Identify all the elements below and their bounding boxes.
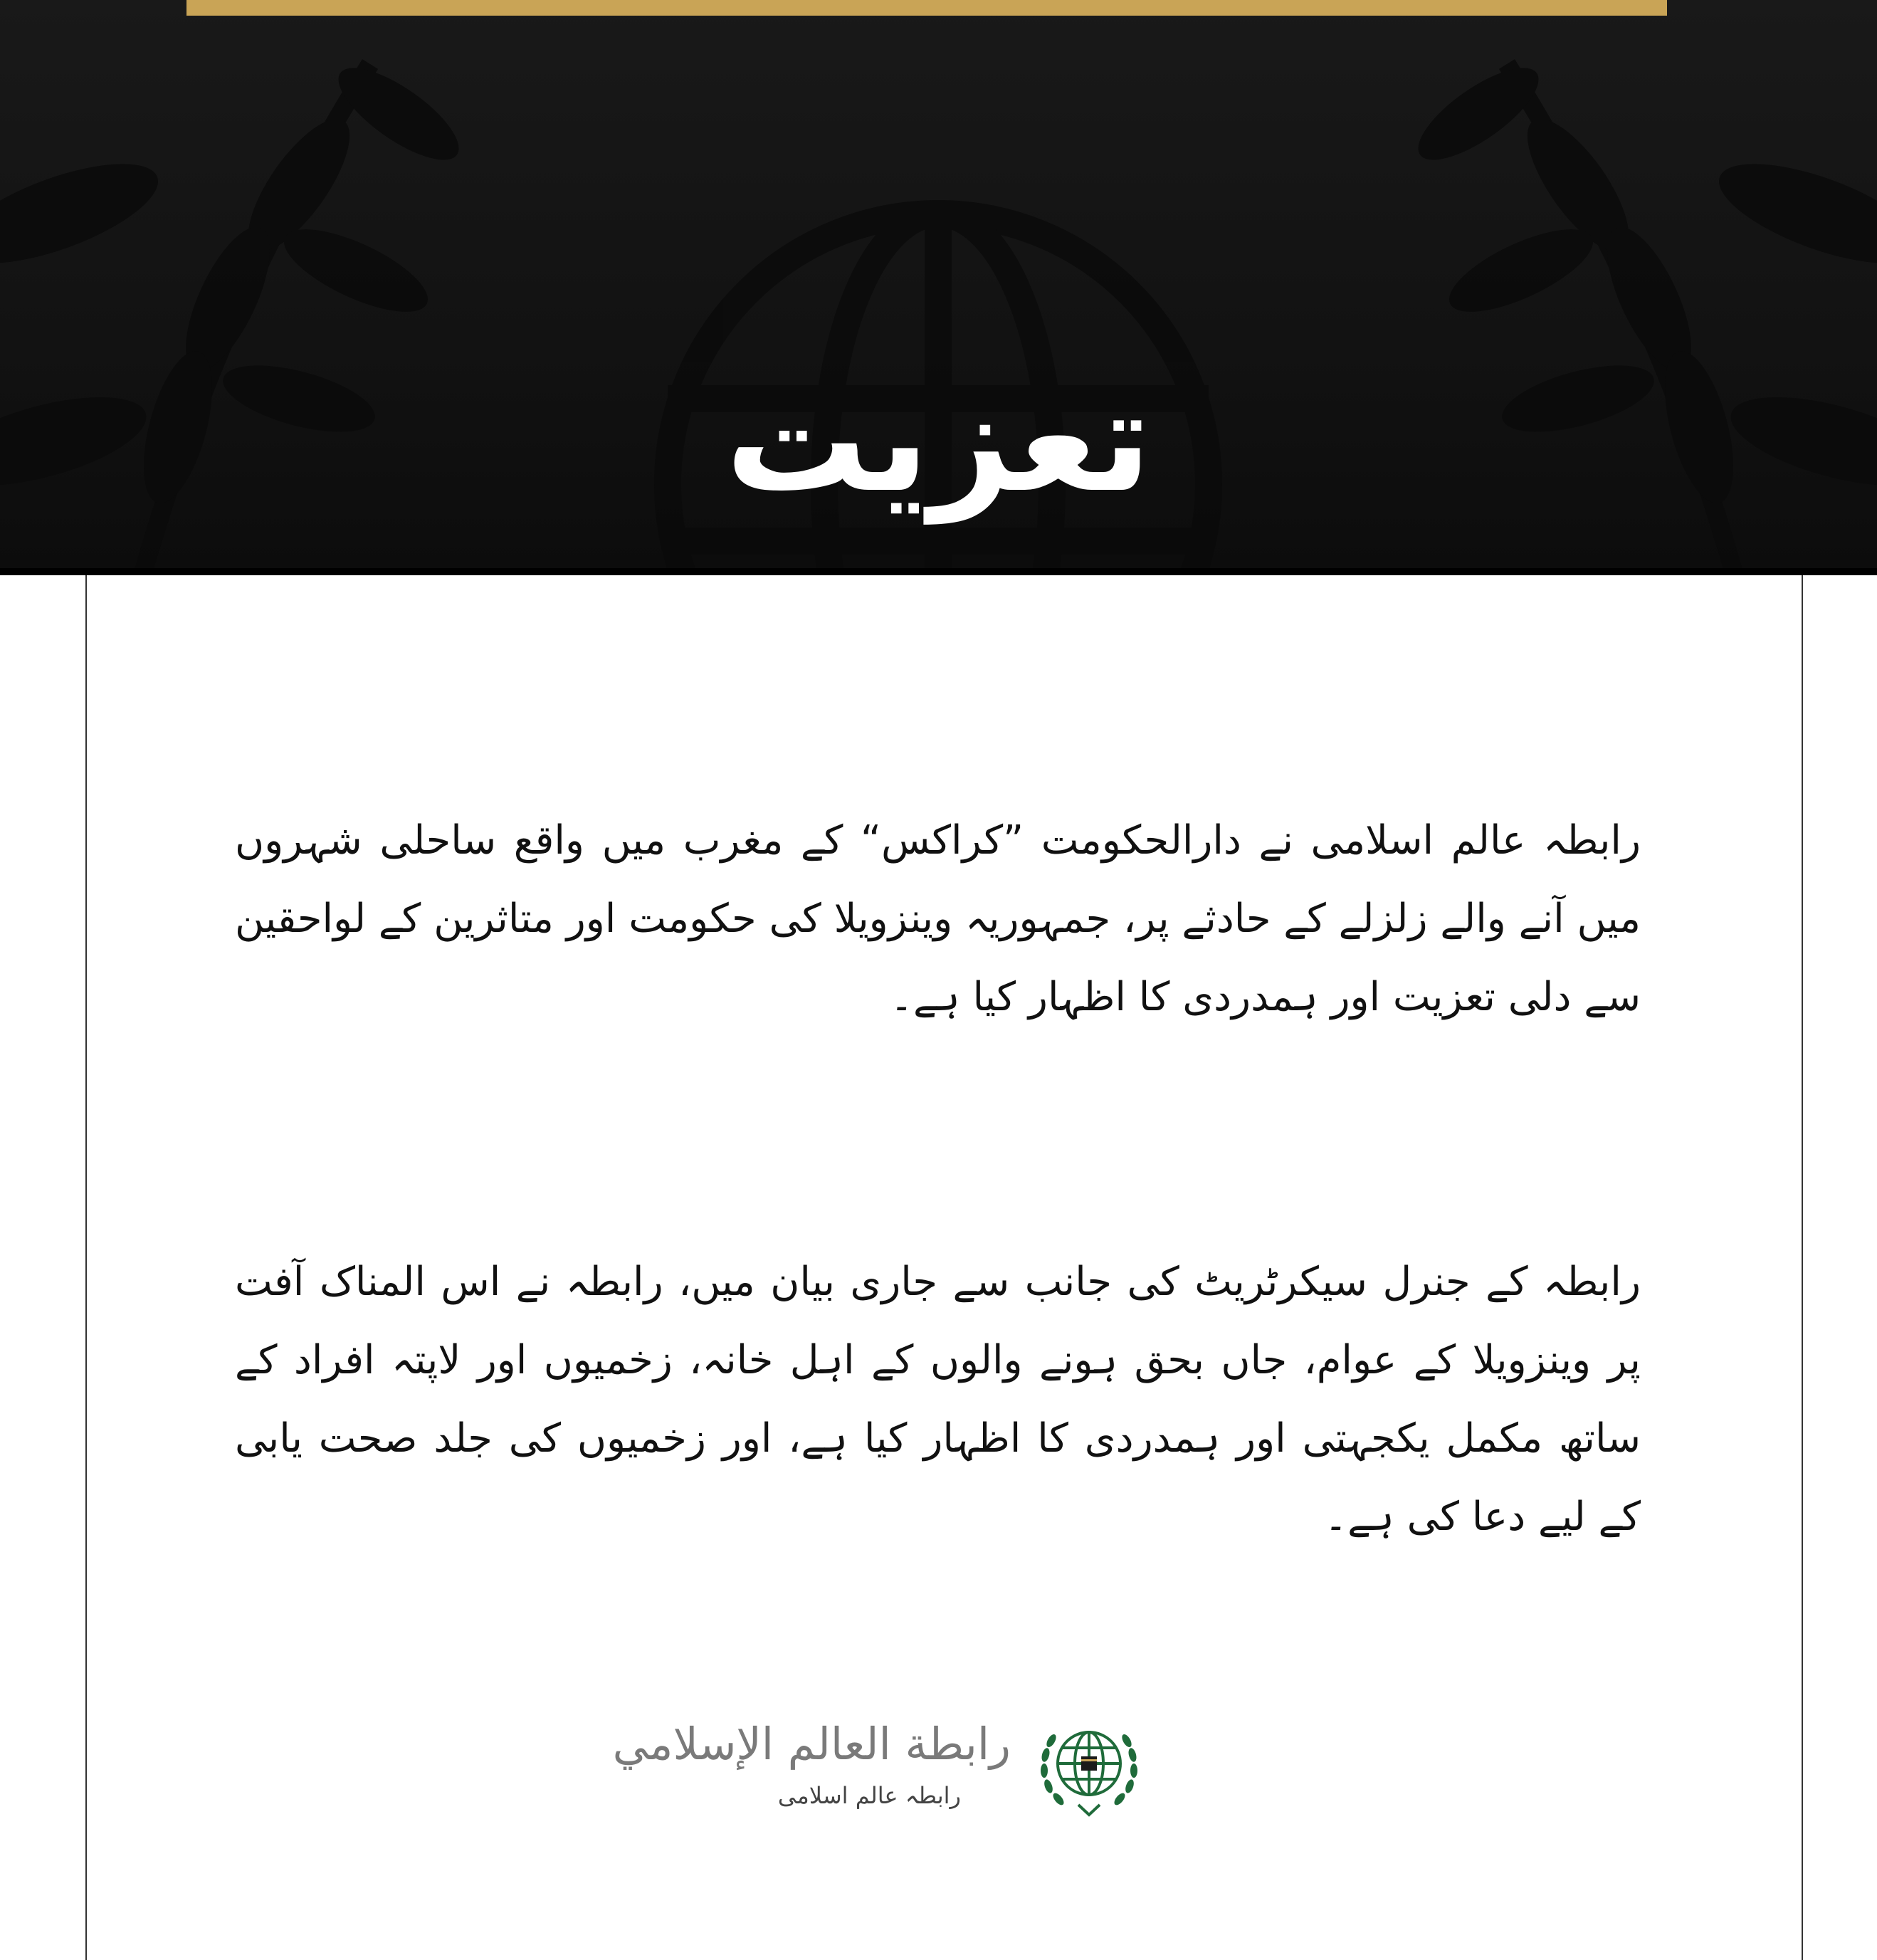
logo-name-urdu: رابطہ عالم اسلامی bbox=[777, 1782, 961, 1809]
statement-paragraph-1: رابطہ عالم اسلامی نے دارالحکومت ”کراکس“ کے مغرب میں واقع ساحلی شہروں میں آنے والے زلزلے کے حادثے پر، جمہوریہ وینزویلا کی حکومت اور متاثرین کے لواحقین سے دلی تعزیت اور ہمدردی کا اظہار کیا ہے۔ bbox=[235, 817, 1641, 1020]
frame-right-border bbox=[1802, 575, 1803, 1960]
organization-logo bbox=[612, 1709, 1146, 1830]
globe-wreath-icon bbox=[1036, 1712, 1142, 1819]
frame-left-border bbox=[85, 575, 87, 1960]
statement-paragraph-2: رابطہ کے جنرل سیکرٹریٹ کی جانب سے جاری بیان میں، رابطہ نے اس المناک آفت پر وینزویلا کے عوام، جاں بحق ہونے والوں کے اہل خانہ، زخمیوں اور لاپتہ افراد کے ساتھ مکمل یکجہتی اور ہمدردی کا اظہار کیا ہے، اور زخمیوں کی جلد صحت یابی کے لیے دعا کی ہے۔ bbox=[235, 1259, 1641, 1540]
logo-name-arabic: رابطة العالم الإسلامي bbox=[612, 1718, 1011, 1770]
header-banner bbox=[0, 0, 1877, 575]
header-divider bbox=[0, 568, 1877, 575]
page-title: تعزیت bbox=[725, 358, 1152, 524]
gold-accent-bar bbox=[186, 0, 1667, 16]
